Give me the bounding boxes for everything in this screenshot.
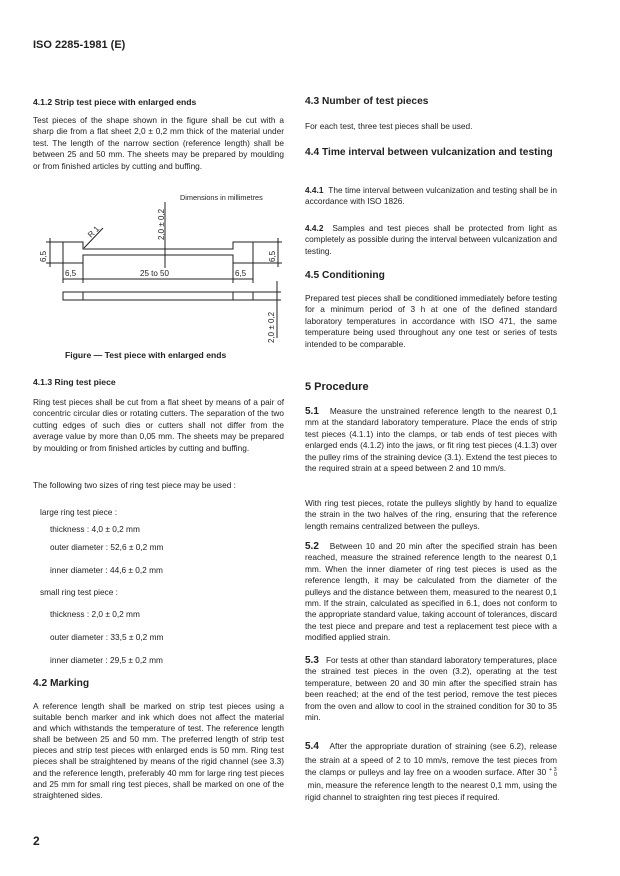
section-5-4-text-a: After the appropriate duration of straining (see 6.2), release the strain at a speed of 2 to 10 mm/s, remove the test pieces from the clamps or pulleys and lay free on a wooden surface. After 30 (305, 741, 557, 778)
section-4-3-title: 4.3 Number of test pieces (305, 96, 429, 107)
section-4-2-text: A reference length shall be marked on strip test pieces using a suitable bench marker and ink which does not affect the material and which withstands the temperature of test. The reference length shall be between 25 and 50 mm. The preferred length of strip test pieces and strip test pieces with enlarged ends is 50 mm. Ring test pieces shall be straightened by means of the rigid channel (see 3.3) and the reference length, preferably 40 mm for large ring test pieces and 25 mm for small ring test pieces, shall be marked on one of the straightened sides. (33, 701, 284, 800)
section-number: 4.4.1 (305, 185, 324, 195)
section-5-title: 5 Procedure (305, 381, 369, 393)
large-ring-label: large ring test piece : (40, 507, 118, 517)
large-outer-diameter: outer diameter : 52,6 ± 0,2 mm (50, 542, 164, 552)
small-thickness: thickness : 2,0 ± 0,2 mm (50, 609, 140, 619)
thickness-side-label: 2,0 ± 0,2 (267, 311, 276, 343)
small-inner-diameter: inner diameter : 29,5 ± 0,2 mm (50, 655, 163, 665)
section-4-1-2-text: Test pieces of the shape shown in the figure shall be cut with a sharp die from a flat sheet 2,0 ± 0,2 mm thick of the material under test. The length of the narrow section (reference length) shall be between 25 and 50 mm. The sheets may be prepared by moulding or from finished articles by cutting and buffing. (33, 115, 284, 171)
sizes-intro: The following two sizes of ring test piece may be used : (33, 480, 236, 490)
tab-height-left-label: 6,5 (39, 250, 48, 262)
section-4-3-text: For each test, three test pieces shall be used. (305, 121, 473, 131)
section-4-2-title: 4.2 Marking (33, 678, 90, 689)
section-5-3-text: For tests at other than standard laboratory temperatures, place the strained test pieces in the oven (3.2), operating at the test temperature, between 20 and 30 min after the specified strain has been reached; at the end of the test period, remove the test pieces from the oven and allow to cool in the strained condition for 30 to 35 min. (305, 655, 557, 723)
section-4-1-3-title: 4.1.3 Ring test piece (33, 377, 116, 387)
section-5-2 (305, 541, 557, 644)
thickness-top-label: 2,0 ± 0,2 (157, 208, 166, 240)
large-inner-diameter: inner diameter : 44,6 ± 0,2 mm (50, 565, 163, 575)
section-4-5-title: 4.5 Conditioning (305, 270, 385, 281)
section-5-2-text: Between 10 and 20 min after the specified strain has been reached, measure the strained reference length to the nearest 0,1 mm. When the inner diameter of ring test pieces is used as the reference length, it may be calculated from the diameter of the pulleys and the distance between them, measured to the nearest 0,1 mm. If the strain, calculated as specified in 6.1, does not conform to the appropriate standard value, taking account of tolerances, discard the test piece and prepare and test a replacement test piece with a modified applied strain. (305, 541, 557, 643)
page-header: ISO 2285-1981 (E) (33, 39, 126, 51)
tolerance-upper: + 3 (548, 766, 557, 773)
section-4-4-title: 4.4 Time interval between vulcanization and testing (305, 147, 553, 158)
test-piece-figure (0, 0, 310, 350)
small-ring-label: small ring test piece : (40, 587, 118, 597)
section-4-4-2 (305, 223, 557, 257)
tolerance-lower: 0 (553, 772, 557, 778)
section-number: 5.3 (305, 655, 319, 666)
section-5-4 (305, 740, 557, 804)
figure-caption: Figure — Test piece with enlarged ends (65, 350, 227, 360)
section-number: 5.1 (305, 406, 319, 417)
time-tolerance (549, 768, 557, 779)
page-number: 2 (33, 834, 40, 848)
tab-length-left-label: 6,5 (65, 269, 77, 278)
section-5-4-text-b: min, measure the reference length to the nearest 0,1 mm, using the rigid channel to straighten ring test pieces if required. (305, 779, 557, 803)
radius-label: R 1 (86, 224, 102, 240)
section-5-1-text: Measure the unstrained reference length to the nearest 0,1 mm at the standard laboratory temperature. Place the ends of strip test pieces (4.1.1) into the clamps, or tab ends of test pieces with enlarged ends (4.1.2) into the jaws, or fit ring test pieces (4.1.3) over the pulley rims of the straining device (3.1). Extend the test pieces to the required strain at a speed between 2 and 10 mm/s. (305, 406, 557, 474)
tab-height-right-label: 6,5 (268, 250, 277, 262)
small-outer-diameter: outer diameter : 33,5 ± 0,2 mm (50, 632, 164, 642)
section-4-1-2-title: 4.1.2 Strip test piece with enlarged ends (33, 97, 197, 107)
test-piece-outline (63, 242, 253, 263)
section-number: 4.4.2 (305, 223, 324, 233)
section-number: 5.4 (305, 741, 319, 752)
section-4-4-1 (305, 185, 557, 208)
section-4-4-1-text: The time interval between vulcanization and testing shall be in accordance with ISO 1826. (305, 185, 557, 207)
section-4-1-3-text: Ring test pieces shall be cut from a flat sheet by means of a pair of concentric circular dies or rotating cutters. The separation of the two cutting edges of such dies or cutters shall not differ from the average value by more than 0,05 mm. The sheets may be prepared by moulding or from finished articles by cutting and buffing. (33, 397, 284, 453)
section-4-4-2-text: Samples and test pieces shall be protected from light as completely as possible during the interval between vulcanization and testing. (305, 223, 557, 256)
section-5-3 (305, 655, 557, 723)
section-4-5-text: Prepared test pieces shall be conditioned immediately before testing for a minimum period of 3 h at one of the defined standard laboratory temperatures in accordance with ISO 471, the same temperature being used throughout any one test or series of tests intended to be comparable. (305, 293, 557, 349)
figure-units-note: Dimensions in millimetres (180, 193, 263, 202)
narrow-length-label: 25 to 50 (140, 269, 169, 278)
tab-length-right-label: 6,5 (235, 269, 247, 278)
section-5-1-text-2: With ring test pieces, rotate the pulleys slightly by hand to equalize the strain in the two halves of the ring, ensuring that the reference length remains centralized between the pulleys. (305, 498, 557, 531)
side-view (63, 292, 253, 300)
section-number: 5.2 (305, 541, 319, 552)
large-thickness: thickness : 4,0 ± 0,2 mm (50, 524, 140, 534)
section-5-1 (305, 406, 557, 474)
